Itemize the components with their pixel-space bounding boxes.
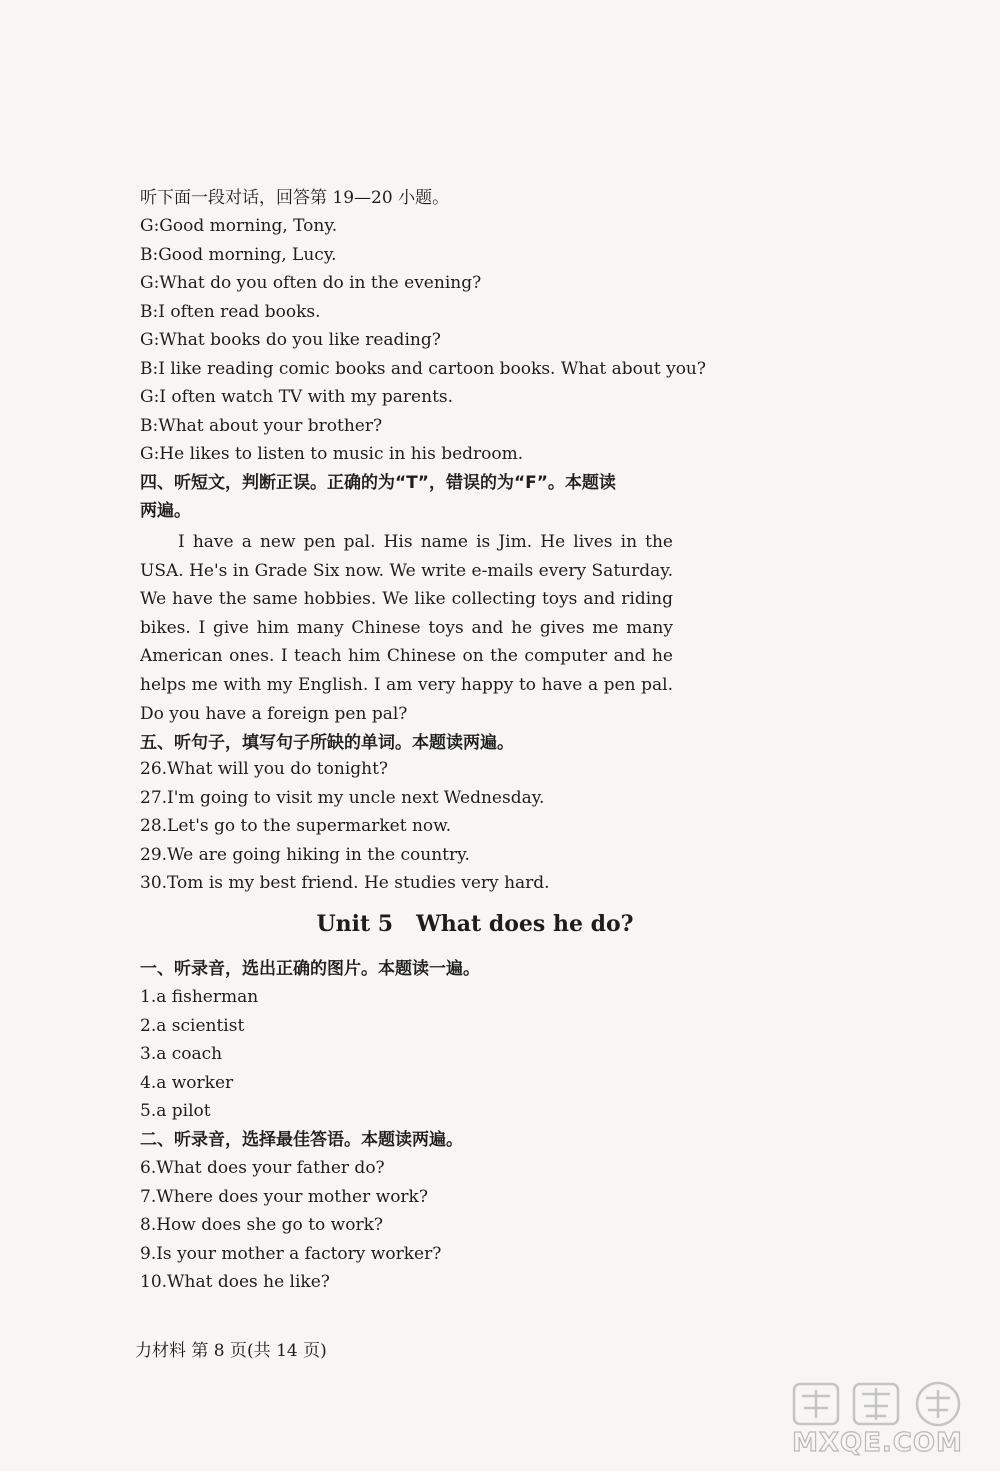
dialogue-line: G:What books do you like reading? xyxy=(140,330,441,350)
dialogue-line: G:What do you often do in the evening? xyxy=(140,273,482,293)
dialogue-line: B:Good morning, Lucy. xyxy=(140,245,337,265)
list-item: 27.I'm going to visit my uncle next Wednesday. xyxy=(140,788,545,808)
dialogue-intro: 听下面一段对话，回答第 19—20 小题。 xyxy=(140,188,450,208)
dialogue-line: B:I like reading comic books and cartoon books. What about you? xyxy=(140,359,706,379)
list-item: 9.Is your mother a factory worker? xyxy=(140,1244,442,1264)
watermark xyxy=(770,1380,985,1465)
list-item: 26.What will you do tonight? xyxy=(140,759,389,779)
list-item: 28.Let's go to the supermarket now. xyxy=(140,816,452,836)
list-item: 29.We are going hiking in the country. xyxy=(140,845,470,865)
section-4-heading: 四、听短文，判断正误。正确的为“T”，错误的为“F”。本题读 xyxy=(140,473,616,493)
section-5-heading: 五、听句子，填写句子所缺的单词。本题读两遍。 xyxy=(140,733,514,753)
list-item: 30.Tom is my best friend. He studies very hard. xyxy=(140,873,550,893)
list-item: 2.a scientist xyxy=(140,1016,245,1036)
unit-title: Unit 5 What does he do? xyxy=(316,911,634,937)
list-item: 4.a worker xyxy=(140,1073,234,1093)
watermark-logo xyxy=(790,1380,965,1428)
list-item: 3.a coach xyxy=(140,1044,223,1064)
list-item: 10.What does he like? xyxy=(140,1272,330,1292)
dialogue-line: B:I often read books. xyxy=(140,302,321,322)
section-4-heading-cont: 两遍。 xyxy=(140,501,191,521)
list-item: 1.a fisherman xyxy=(140,987,259,1007)
list-item: 7.Where does your mother work? xyxy=(140,1187,428,1207)
list-item: 6.What does your father do? xyxy=(140,1158,385,1178)
unit-5-section-2-heading: 二、听录音，选择最佳答语。本题读两遍。 xyxy=(140,1130,463,1150)
dialogue-line: B:What about your brother? xyxy=(140,416,383,436)
dialogue-line: G:I often watch TV with my parents. xyxy=(140,387,454,407)
dialogue-line: G:He likes to listen to music in his bedroom. xyxy=(140,444,524,464)
watermark-url: MXQE.COM xyxy=(792,1428,963,1458)
unit-5-section-1-heading: 一、听录音，选出正确的图片。本题读一遍。 xyxy=(140,959,480,979)
page-footer: 力材料 第 8 页(共 14 页) xyxy=(135,1341,327,1361)
list-item: 8.How does she go to work? xyxy=(140,1215,383,1235)
section-4-passage: I have a new pen pal. His name is Jim. He lives in the USA. He's in Grade Six now. We write e-mails every Saturday. We have the same hobbies. We like collecting toys and riding bikes. I give him many Chinese toys and he gives me many American ones. I teach him Chinese on the computer and he helps me with my English. I am very happy to have a pen pal. Do you have a foreign pen pal? xyxy=(140,532,673,724)
list-item: 5.a pilot xyxy=(140,1101,211,1121)
dialogue-line: G:Good morning, Tony. xyxy=(140,216,338,236)
